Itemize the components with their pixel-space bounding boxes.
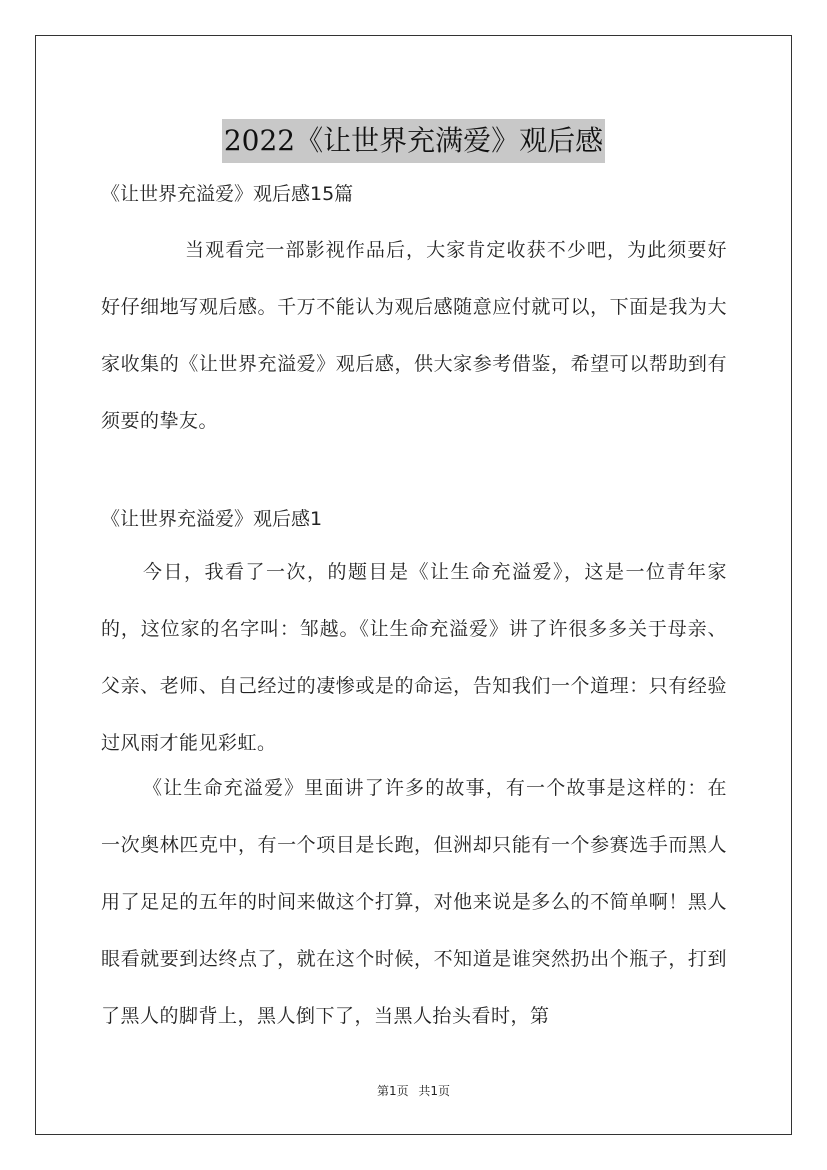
body-paragraph-1: 今日，我看了一次，的题目是《让生命充溢爱》，这是一位青年家的，这位家的名字叫：邹越。《让生命充溢爱》讲了许很多多关于母亲、父亲、老师、自己经过的凄惨或是的命运，告知我们一个道理：只有经验过风雨才能见彩虹。: [101, 561, 727, 754]
section-heading: 《让世界充溢爱》观后感1: [101, 508, 323, 530]
title-container: [0, 100, 827, 182]
body-paragraph-2: 《让生命充溢爱》里面讲了许多的故事，有一个故事是这样的：在一次奥林匹克中，有一个项目是长跑，但洲却只能有一个参赛选手而黑人用了足足的五年的时间来做这个打算，对他来说是多么的不简单啊！黑人眼看就要到达终点了，就在这个时候，不知道是谁突然扔出个瓶子，打到了黑人的脚背上，黑人倒下了，当黑人抬头看时，第: [101, 777, 727, 1027]
page-footer: [0, 1082, 827, 1099]
page-number: 第1页: [376, 1084, 409, 1098]
page-total: 共1页: [418, 1084, 451, 1098]
document-subtitle: 《让世界充溢爱》观后感15篇: [101, 183, 354, 205]
document-title: 2022《让世界充满爱》观后感: [222, 119, 605, 163]
intro-paragraph: 当观看完一部影视作品后，大家肯定收获不少吧，为此须要好好仔细地写观后感。千万不能认为观后感随意应付就可以，下面是我为大家收集的《让世界充溢爱》观后感，供大家参考借鉴，希望可以帮助到有须要的挚友。: [101, 239, 727, 432]
